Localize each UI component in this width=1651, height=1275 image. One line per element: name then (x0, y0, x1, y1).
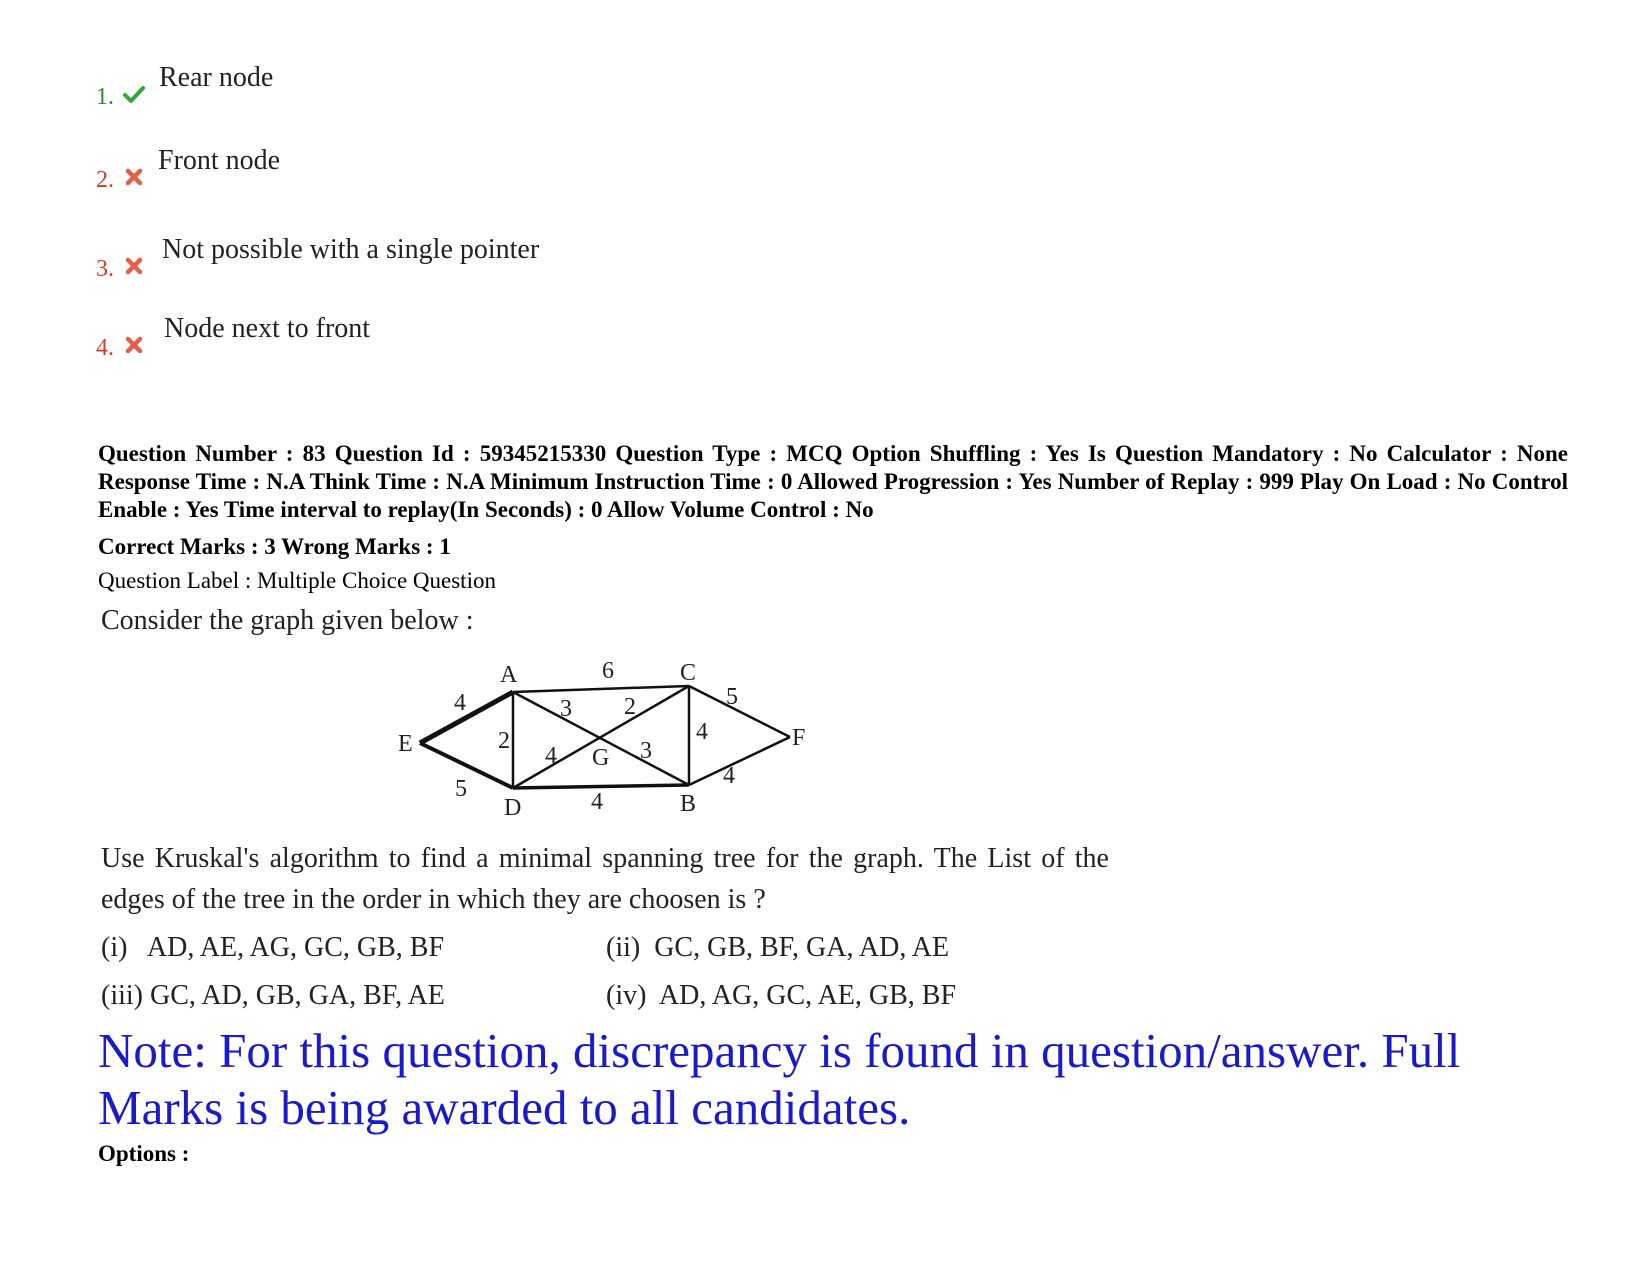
graph-figure (380, 650, 830, 828)
question-body: Use Kruskal's algorithm to find a minimal spanning tree for the graph. The List of the edges of the tree in the order in which they are choosen is ? (101, 843, 1109, 915)
node-label: F (792, 725, 806, 751)
option-number: 2. (96, 167, 114, 193)
question-marks: Correct Marks : 3 Wrong Marks : 1 (98, 534, 451, 559)
edge-weight: 4 (545, 743, 557, 769)
option-text: Not possible with a single pointer (162, 234, 540, 265)
cross-icon (122, 333, 146, 357)
edge-d-b (513, 785, 689, 788)
option-number: 3. (96, 256, 114, 282)
edge-weight: 4 (591, 789, 603, 815)
check-icon (122, 82, 146, 106)
node-label: B (680, 791, 697, 817)
edge-weight: 4 (454, 690, 466, 716)
question-label: Question Label : Multiple Choice Question (98, 568, 496, 593)
option-text: Rear node (159, 62, 274, 93)
edge-weight: 3 (640, 738, 652, 764)
choice-ii: (ii) GC, GB, BF, GA, AD, AE (606, 932, 950, 963)
node-label: D (504, 795, 522, 821)
edge-a-c (513, 686, 689, 692)
edge-weight: 3 (560, 696, 572, 722)
choice-iii: (iii) GC, AD, GB, GA, BF, AE (101, 980, 445, 1011)
option-number: 1. (96, 84, 114, 110)
edge-a-b (513, 692, 689, 785)
node-label: C (680, 660, 697, 686)
question-meta: Question Number : 83 Question Id : 59345215330 Question Type : MCQ Option Shuffling : Yes Is Question Mandatory : No Calculator : None Response Time : N.A Think Time : N.A Minimum Instruction Time : 0 Allowed Progression : Yes Number of Replay : 999 Play On Load : No Control Enable : Yes Time interval to replay(In Seconds) : 0 Allow Volume Control : No (98, 441, 1568, 522)
cross-icon (122, 165, 146, 189)
node-label: E (398, 731, 413, 757)
option-number: 4. (96, 335, 114, 361)
edge-weight: 6 (602, 658, 614, 684)
choice-iv: (iv) AD, AG, GC, AE, GB, BF (606, 980, 957, 1011)
node-label: G (592, 745, 610, 771)
discrepancy-note: Note: For this question, discrepancy is found in question/answer. Full Marks is being awarded to all candidates. (98, 1023, 1461, 1135)
option-text: Front node (158, 145, 281, 176)
cross-icon (122, 254, 146, 278)
edge-weight: 2 (498, 728, 510, 754)
options-heading: Options : (98, 1141, 190, 1166)
edge-weight: 4 (723, 763, 735, 789)
edge-weight: 5 (726, 684, 738, 710)
edge-c-d (513, 686, 689, 788)
edge-weight: 5 (455, 776, 467, 802)
edge-weight: 2 (624, 694, 636, 720)
edge-weight: 4 (696, 719, 708, 745)
option-text: Node next to front (164, 313, 371, 344)
node-label: A (500, 662, 518, 688)
choice-i: (i) AD, AE, AG, GC, GB, BF (101, 932, 445, 963)
question-intro: Consider the graph given below : (101, 605, 474, 636)
